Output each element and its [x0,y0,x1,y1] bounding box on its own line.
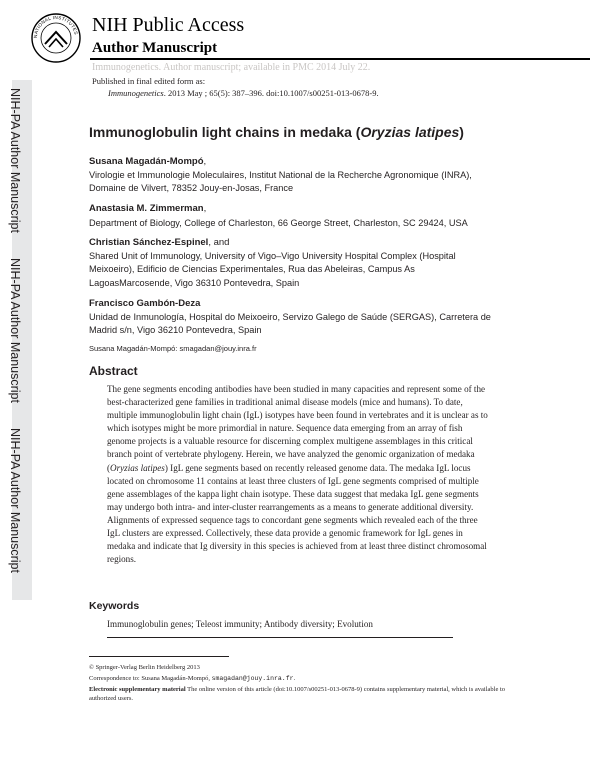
abstract-text: The gene segments encoding antibodies have been studied in many capacities and represent some of the best-characterized gene families in traditional animal disease models (mice and humans). To date, multiple immunoglobulin light chain (IgL) isotypes have been found in vertebrates and it is unclear as to which isotypes might be more primordial in nature. Sequence data emerging from an array of fish genome projects is a valuable resource for discerning complex multigene assemblages in this critical branch point of vertebrate phylogeny. Herein, we have analyzed the genomic organization of medaka (Oryzias latipes) IgL gene segments based on recently released genome data. The medaka IgL locus located on chromosome 11 contains at least three clusters of IgL gene segments comprised of multiple gene assemblages of the kappa light chain isotype. These data suggest that medaka IgL gene segments may undergo both intra- and inter-cluster rearrangements as a means to generate additional diversity. Alignments of expressed sequence tags to concordant gene segments which revealed each of the three IgL clusters are expressed. Collectively, these data provide a genomic framework for IgL genes in medaka and indicate that Ig diversity in this species is achieved from at least three distinct chromosomal regions. [107,384,488,565]
correspondence-email[interactable]: smagadan@jouy.inra.fr [211,675,294,682]
author-name: Susana Magadán-Mompó, [89,156,207,167]
published-form-label: Published in final edited form as: [92,76,206,86]
copyright-footnote: © Springer-Verlag Berlin Heidelberg 2013 [89,664,200,671]
supplementary-footnote: Electronic supplementary material The online version of this article (doi:10.1007/s00251-013-0678-9) contains supplementary material, which is available to authorized users. [89,686,506,702]
sidebar-label: NIH-PA Author Manuscript [8,88,22,233]
author-affiliation: Unidad de Inmunología, Hospital do Meixoeiro, Servizo Galego de Saúde (SERGAS), Carretera de Madrid s/n, Vigo 36210 Pontevedra, Spain [89,312,491,336]
keywords-heading: Keywords [89,600,140,612]
author-name: Christian Sánchez-Espinel, and [89,237,230,248]
keywords-rule [107,637,453,638]
citation-line [108,88,379,99]
keywords-list: Immunoglobulin genes; Teleost immunity; Antibody diversity; Evolution [107,619,373,629]
article-title: Immunoglobulin light chains in medaka (Oryzias latipes) [89,124,464,140]
footnote-rule [89,656,229,657]
title-species: Oryzias latipes [360,124,460,140]
nih-public-access-title: NIH Public Access [92,14,245,36]
abstract-heading: Abstract [89,364,138,378]
author-manuscript-subtitle: Author Manuscript [92,40,218,56]
abstract-species: Oryzias latipes [110,462,165,473]
sidebar-label: NIH-PA Author Manuscript [8,258,22,403]
nih-seal-logo [30,12,82,64]
author-name: Francisco Gambón-Deza [89,298,201,309]
header-rule [90,58,590,60]
author-email[interactable]: Susana Magadán-Mompó: smagadan@jouy.inra.fr [89,344,257,353]
citation-journal: Immunogenetics [108,88,164,98]
correspondence-footnote: Correspondence to: Susana Magadán-Mompó, smagadan@jouy.inra.fr. [89,675,296,682]
sidebar-label: NIH-PA Author Manuscript [8,428,22,573]
author-affiliation: Shared Unit of Immunology, University of Vigo–Vigo University Hospital Complex (Hospital Meixoeiro), Edificio de Ciencias Experimentales, Rua das Abeleiras, Campus As LagoasMarcosende, Vigo 36310 Pontevedra, Spain [89,251,456,288]
citation-details: . 2013 May ; 65(5): 387–396. doi:10.1007/s00251-013-0678-9. [163,88,379,98]
journal-availability-line: Immunogenetics. Author manuscript; available in PMC 2014 July 22. [92,62,371,73]
svg-text:NATIONAL INSTITUTES OF HEALTH: NATIONAL INSTITUTES [32,14,79,39]
author-affiliation: Department of Biology, College of Charleston, 66 George Street, Charleston, SC 29424, USA [89,218,468,228]
author-affiliation: Virologie et Immunologie Moleculaires, Institut National de la Recherche Agronomique (INRA), Domaine de Vilvert, 78352 Jouy-en-Josas, France [89,170,472,194]
author-name: Anastasia M. Zimmerman, [89,203,207,214]
